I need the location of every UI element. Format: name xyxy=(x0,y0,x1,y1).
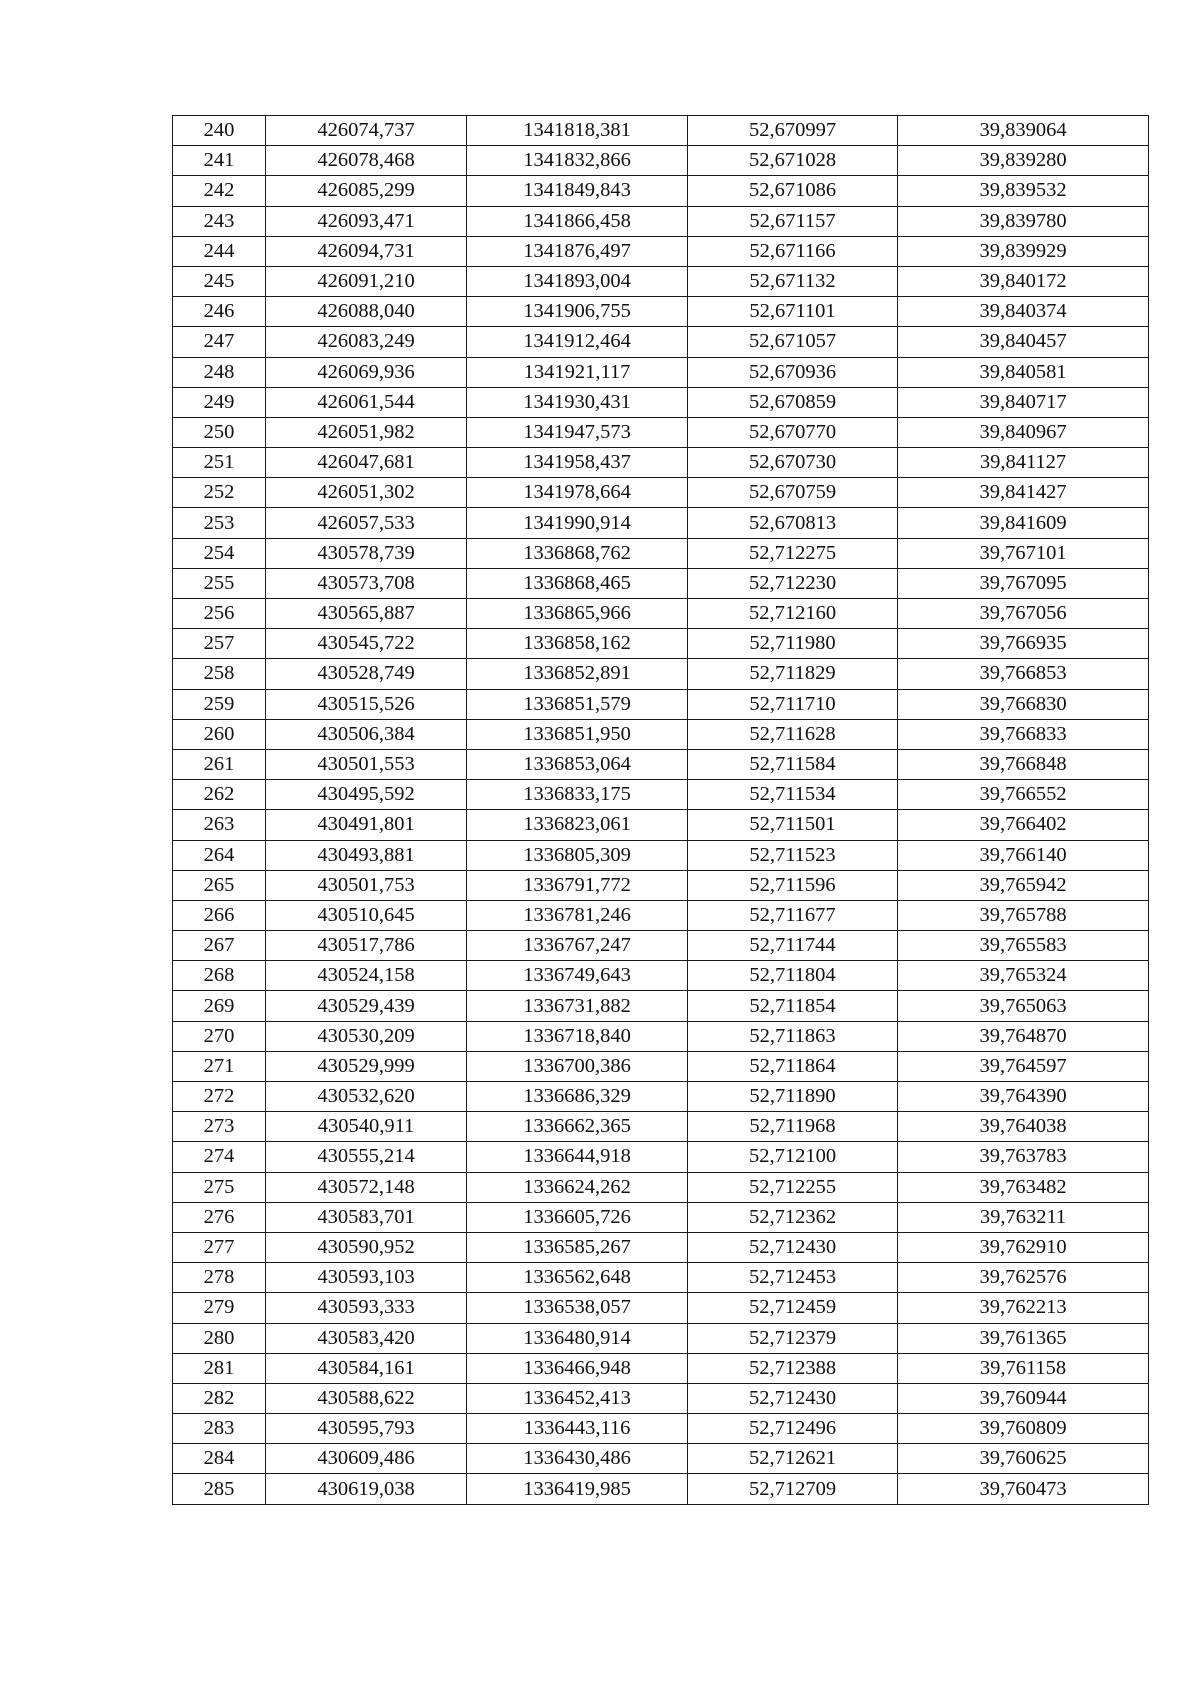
y-coordinate-cell: 1336868,465 xyxy=(467,568,688,598)
table-row xyxy=(173,206,1149,236)
latitude-cell: 52,712362 xyxy=(688,1202,898,1232)
latitude-cell: 52,711854 xyxy=(688,991,898,1021)
longitude-cell: 39,760944 xyxy=(898,1383,1149,1413)
latitude-cell: 52,712388 xyxy=(688,1353,898,1383)
latitude-cell: 52,712379 xyxy=(688,1323,898,1353)
latitude-cell: 52,712459 xyxy=(688,1293,898,1323)
latitude-cell: 52,670813 xyxy=(688,508,898,538)
x-coordinate-cell: 430565,887 xyxy=(266,599,467,629)
point-number-cell: 273 xyxy=(173,1112,266,1142)
table-row xyxy=(173,1232,1149,1262)
point-number-cell: 254 xyxy=(173,538,266,568)
table-row xyxy=(173,1293,1149,1323)
latitude-cell: 52,711596 xyxy=(688,870,898,900)
table-row xyxy=(173,508,1149,538)
x-coordinate-cell: 430609,486 xyxy=(266,1444,467,1474)
point-number-cell: 245 xyxy=(173,266,266,296)
x-coordinate-cell: 430517,786 xyxy=(266,931,467,961)
y-coordinate-cell: 1336662,365 xyxy=(467,1112,688,1142)
point-number-cell: 284 xyxy=(173,1444,266,1474)
table-row xyxy=(173,387,1149,417)
table-row xyxy=(173,780,1149,810)
x-coordinate-cell: 430540,911 xyxy=(266,1112,467,1142)
table-row xyxy=(173,840,1149,870)
y-coordinate-cell: 1336452,413 xyxy=(467,1383,688,1413)
coordinates-table-body xyxy=(173,116,1149,1505)
x-coordinate-cell: 430515,526 xyxy=(266,689,467,719)
y-coordinate-cell: 1336791,772 xyxy=(467,870,688,900)
y-coordinate-cell: 1336853,064 xyxy=(467,749,688,779)
x-coordinate-cell: 430583,701 xyxy=(266,1202,467,1232)
longitude-cell: 39,765583 xyxy=(898,931,1149,961)
longitude-cell: 39,765788 xyxy=(898,900,1149,930)
y-coordinate-cell: 1336858,162 xyxy=(467,629,688,659)
x-coordinate-cell: 430524,158 xyxy=(266,961,467,991)
point-number-cell: 272 xyxy=(173,1082,266,1112)
longitude-cell: 39,766833 xyxy=(898,719,1149,749)
longitude-cell: 39,763211 xyxy=(898,1202,1149,1232)
point-number-cell: 268 xyxy=(173,961,266,991)
point-number-cell: 247 xyxy=(173,327,266,357)
x-coordinate-cell: 426078,468 xyxy=(266,146,467,176)
longitude-cell: 39,765063 xyxy=(898,991,1149,1021)
table-row xyxy=(173,327,1149,357)
latitude-cell: 52,712430 xyxy=(688,1232,898,1262)
table-row xyxy=(173,568,1149,598)
latitude-cell: 52,670770 xyxy=(688,417,898,447)
table-row xyxy=(173,749,1149,779)
latitude-cell: 52,711804 xyxy=(688,961,898,991)
y-coordinate-cell: 1341958,437 xyxy=(467,448,688,478)
longitude-cell: 39,767056 xyxy=(898,599,1149,629)
longitude-cell: 39,841127 xyxy=(898,448,1149,478)
point-number-cell: 246 xyxy=(173,297,266,327)
x-coordinate-cell: 426088,040 xyxy=(266,297,467,327)
y-coordinate-cell: 1336852,891 xyxy=(467,659,688,689)
longitude-cell: 39,760625 xyxy=(898,1444,1149,1474)
longitude-cell: 39,766935 xyxy=(898,629,1149,659)
y-coordinate-cell: 1341947,573 xyxy=(467,417,688,447)
latitude-cell: 52,671057 xyxy=(688,327,898,357)
longitude-cell: 39,767101 xyxy=(898,538,1149,568)
latitude-cell: 52,711968 xyxy=(688,1112,898,1142)
table-row xyxy=(173,538,1149,568)
latitude-cell: 52,671166 xyxy=(688,236,898,266)
x-coordinate-cell: 430529,439 xyxy=(266,991,467,1021)
latitude-cell: 52,712255 xyxy=(688,1172,898,1202)
latitude-cell: 52,670759 xyxy=(688,478,898,508)
point-number-cell: 278 xyxy=(173,1263,266,1293)
latitude-cell: 52,711863 xyxy=(688,1021,898,1051)
x-coordinate-cell: 426085,299 xyxy=(266,176,467,206)
table-row xyxy=(173,1263,1149,1293)
latitude-cell: 52,712430 xyxy=(688,1383,898,1413)
table-row xyxy=(173,689,1149,719)
x-coordinate-cell: 426074,737 xyxy=(266,116,467,146)
x-coordinate-cell: 426094,731 xyxy=(266,236,467,266)
table-row xyxy=(173,1021,1149,1051)
y-coordinate-cell: 1341930,431 xyxy=(467,387,688,417)
longitude-cell: 39,762576 xyxy=(898,1263,1149,1293)
latitude-cell: 52,670936 xyxy=(688,357,898,387)
table-row xyxy=(173,478,1149,508)
longitude-cell: 39,764038 xyxy=(898,1112,1149,1142)
y-coordinate-cell: 1336466,948 xyxy=(467,1353,688,1383)
table-row xyxy=(173,810,1149,840)
x-coordinate-cell: 430572,148 xyxy=(266,1172,467,1202)
y-coordinate-cell: 1336868,762 xyxy=(467,538,688,568)
longitude-cell: 39,766140 xyxy=(898,840,1149,870)
y-coordinate-cell: 1336624,262 xyxy=(467,1172,688,1202)
longitude-cell: 39,766853 xyxy=(898,659,1149,689)
x-coordinate-cell: 430588,622 xyxy=(266,1383,467,1413)
point-number-cell: 257 xyxy=(173,629,266,659)
x-coordinate-cell: 430493,881 xyxy=(266,840,467,870)
latitude-cell: 52,711864 xyxy=(688,1051,898,1081)
point-number-cell: 252 xyxy=(173,478,266,508)
table-row xyxy=(173,1142,1149,1172)
latitude-cell: 52,712453 xyxy=(688,1263,898,1293)
latitude-cell: 52,711744 xyxy=(688,931,898,961)
latitude-cell: 52,711677 xyxy=(688,900,898,930)
table-row xyxy=(173,1112,1149,1142)
x-coordinate-cell: 430578,739 xyxy=(266,538,467,568)
longitude-cell: 39,760809 xyxy=(898,1414,1149,1444)
point-number-cell: 256 xyxy=(173,599,266,629)
point-number-cell: 279 xyxy=(173,1293,266,1323)
x-coordinate-cell: 430501,553 xyxy=(266,749,467,779)
point-number-cell: 255 xyxy=(173,568,266,598)
point-number-cell: 280 xyxy=(173,1323,266,1353)
table-row xyxy=(173,236,1149,266)
y-coordinate-cell: 1336443,116 xyxy=(467,1414,688,1444)
x-coordinate-cell: 430593,103 xyxy=(266,1263,467,1293)
point-number-cell: 241 xyxy=(173,146,266,176)
table-row xyxy=(173,931,1149,961)
point-number-cell: 274 xyxy=(173,1142,266,1172)
table-row xyxy=(173,146,1149,176)
point-number-cell: 269 xyxy=(173,991,266,1021)
x-coordinate-cell: 426057,533 xyxy=(266,508,467,538)
longitude-cell: 39,840717 xyxy=(898,387,1149,417)
x-coordinate-cell: 430528,749 xyxy=(266,659,467,689)
table-row xyxy=(173,1082,1149,1112)
longitude-cell: 39,763482 xyxy=(898,1172,1149,1202)
latitude-cell: 52,711584 xyxy=(688,749,898,779)
y-coordinate-cell: 1341906,755 xyxy=(467,297,688,327)
longitude-cell: 39,840374 xyxy=(898,297,1149,327)
y-coordinate-cell: 1341832,866 xyxy=(467,146,688,176)
longitude-cell: 39,766402 xyxy=(898,810,1149,840)
point-number-cell: 263 xyxy=(173,810,266,840)
x-coordinate-cell: 430584,161 xyxy=(266,1353,467,1383)
latitude-cell: 52,712709 xyxy=(688,1474,898,1504)
longitude-cell: 39,761158 xyxy=(898,1353,1149,1383)
latitude-cell: 52,670859 xyxy=(688,387,898,417)
longitude-cell: 39,839929 xyxy=(898,236,1149,266)
x-coordinate-cell: 426069,936 xyxy=(266,357,467,387)
latitude-cell: 52,711710 xyxy=(688,689,898,719)
y-coordinate-cell: 1336833,175 xyxy=(467,780,688,810)
table-row xyxy=(173,870,1149,900)
x-coordinate-cell: 426047,681 xyxy=(266,448,467,478)
point-number-cell: 270 xyxy=(173,1021,266,1051)
x-coordinate-cell: 430530,209 xyxy=(266,1021,467,1051)
point-number-cell: 266 xyxy=(173,900,266,930)
table-row xyxy=(173,116,1149,146)
y-coordinate-cell: 1341912,464 xyxy=(467,327,688,357)
y-coordinate-cell: 1336718,840 xyxy=(467,1021,688,1051)
longitude-cell: 39,839280 xyxy=(898,146,1149,176)
y-coordinate-cell: 1336562,648 xyxy=(467,1263,688,1293)
point-number-cell: 259 xyxy=(173,689,266,719)
x-coordinate-cell: 430510,645 xyxy=(266,900,467,930)
point-number-cell: 271 xyxy=(173,1051,266,1081)
longitude-cell: 39,766830 xyxy=(898,689,1149,719)
y-coordinate-cell: 1341893,004 xyxy=(467,266,688,296)
longitude-cell: 39,840172 xyxy=(898,266,1149,296)
longitude-cell: 39,840457 xyxy=(898,327,1149,357)
y-coordinate-cell: 1336585,267 xyxy=(467,1232,688,1262)
table-row xyxy=(173,417,1149,447)
y-coordinate-cell: 1341978,664 xyxy=(467,478,688,508)
point-number-cell: 249 xyxy=(173,387,266,417)
x-coordinate-cell: 430491,801 xyxy=(266,810,467,840)
x-coordinate-cell: 426051,302 xyxy=(266,478,467,508)
x-coordinate-cell: 426051,982 xyxy=(266,417,467,447)
point-number-cell: 253 xyxy=(173,508,266,538)
table-row xyxy=(173,1051,1149,1081)
y-coordinate-cell: 1336644,918 xyxy=(467,1142,688,1172)
latitude-cell: 52,711829 xyxy=(688,659,898,689)
point-number-cell: 283 xyxy=(173,1414,266,1444)
x-coordinate-cell: 426083,249 xyxy=(266,327,467,357)
point-number-cell: 276 xyxy=(173,1202,266,1232)
x-coordinate-cell: 430529,999 xyxy=(266,1051,467,1081)
point-number-cell: 260 xyxy=(173,719,266,749)
latitude-cell: 52,670997 xyxy=(688,116,898,146)
point-number-cell: 275 xyxy=(173,1172,266,1202)
x-coordinate-cell: 430545,722 xyxy=(266,629,467,659)
table-row xyxy=(173,719,1149,749)
latitude-cell: 52,712230 xyxy=(688,568,898,598)
longitude-cell: 39,767095 xyxy=(898,568,1149,598)
table-row xyxy=(173,991,1149,1021)
x-coordinate-cell: 430583,420 xyxy=(266,1323,467,1353)
table-row xyxy=(173,900,1149,930)
latitude-cell: 52,671157 xyxy=(688,206,898,236)
table-row xyxy=(173,1172,1149,1202)
latitude-cell: 52,711534 xyxy=(688,780,898,810)
point-number-cell: 262 xyxy=(173,780,266,810)
x-coordinate-cell: 430555,214 xyxy=(266,1142,467,1172)
point-number-cell: 250 xyxy=(173,417,266,447)
longitude-cell: 39,764597 xyxy=(898,1051,1149,1081)
x-coordinate-cell: 430495,592 xyxy=(266,780,467,810)
point-number-cell: 281 xyxy=(173,1353,266,1383)
table-row xyxy=(173,266,1149,296)
latitude-cell: 52,712100 xyxy=(688,1142,898,1172)
point-number-cell: 243 xyxy=(173,206,266,236)
point-number-cell: 285 xyxy=(173,1474,266,1504)
latitude-cell: 52,712496 xyxy=(688,1414,898,1444)
table-row xyxy=(173,1323,1149,1353)
y-coordinate-cell: 1341990,914 xyxy=(467,508,688,538)
latitude-cell: 52,671101 xyxy=(688,297,898,327)
point-number-cell: 267 xyxy=(173,931,266,961)
y-coordinate-cell: 1336781,246 xyxy=(467,900,688,930)
latitude-cell: 52,712160 xyxy=(688,599,898,629)
y-coordinate-cell: 1336731,882 xyxy=(467,991,688,1021)
table-row xyxy=(173,1474,1149,1504)
table-row xyxy=(173,1444,1149,1474)
x-coordinate-cell: 426061,544 xyxy=(266,387,467,417)
longitude-cell: 39,761365 xyxy=(898,1323,1149,1353)
point-number-cell: 251 xyxy=(173,448,266,478)
y-coordinate-cell: 1336686,329 xyxy=(467,1082,688,1112)
table-row xyxy=(173,659,1149,689)
y-coordinate-cell: 1336700,386 xyxy=(467,1051,688,1081)
x-coordinate-cell: 430593,333 xyxy=(266,1293,467,1323)
longitude-cell: 39,840581 xyxy=(898,357,1149,387)
table-row xyxy=(173,1202,1149,1232)
point-number-cell: 261 xyxy=(173,749,266,779)
longitude-cell: 39,760473 xyxy=(898,1474,1149,1504)
longitude-cell: 39,765324 xyxy=(898,961,1149,991)
x-coordinate-cell: 430501,753 xyxy=(266,870,467,900)
table-row xyxy=(173,629,1149,659)
table-row xyxy=(173,1353,1149,1383)
longitude-cell: 39,763783 xyxy=(898,1142,1149,1172)
y-coordinate-cell: 1336749,643 xyxy=(467,961,688,991)
table-row xyxy=(173,176,1149,206)
y-coordinate-cell: 1336823,061 xyxy=(467,810,688,840)
longitude-cell: 39,841609 xyxy=(898,508,1149,538)
point-number-cell: 282 xyxy=(173,1383,266,1413)
latitude-cell: 52,711980 xyxy=(688,629,898,659)
y-coordinate-cell: 1341921,117 xyxy=(467,357,688,387)
latitude-cell: 52,711523 xyxy=(688,840,898,870)
x-coordinate-cell: 426091,210 xyxy=(266,266,467,296)
point-number-cell: 265 xyxy=(173,870,266,900)
y-coordinate-cell: 1336538,057 xyxy=(467,1293,688,1323)
y-coordinate-cell: 1336865,966 xyxy=(467,599,688,629)
latitude-cell: 52,670730 xyxy=(688,448,898,478)
longitude-cell: 39,765942 xyxy=(898,870,1149,900)
y-coordinate-cell: 1336767,247 xyxy=(467,931,688,961)
latitude-cell: 52,711890 xyxy=(688,1082,898,1112)
point-number-cell: 264 xyxy=(173,840,266,870)
longitude-cell: 39,839532 xyxy=(898,176,1149,206)
y-coordinate-cell: 1341849,843 xyxy=(467,176,688,206)
table-row xyxy=(173,448,1149,478)
y-coordinate-cell: 1336605,726 xyxy=(467,1202,688,1232)
x-coordinate-cell: 430595,793 xyxy=(266,1414,467,1444)
y-coordinate-cell: 1336805,309 xyxy=(467,840,688,870)
x-coordinate-cell: 430506,384 xyxy=(266,719,467,749)
longitude-cell: 39,766552 xyxy=(898,780,1149,810)
latitude-cell: 52,712621 xyxy=(688,1444,898,1474)
point-number-cell: 258 xyxy=(173,659,266,689)
latitude-cell: 52,671132 xyxy=(688,266,898,296)
longitude-cell: 39,840967 xyxy=(898,417,1149,447)
y-coordinate-cell: 1336480,914 xyxy=(467,1323,688,1353)
latitude-cell: 52,671028 xyxy=(688,146,898,176)
longitude-cell: 39,764870 xyxy=(898,1021,1149,1051)
table-row xyxy=(173,1383,1149,1413)
y-coordinate-cell: 1336430,486 xyxy=(467,1444,688,1474)
table-row xyxy=(173,1414,1149,1444)
y-coordinate-cell: 1336851,579 xyxy=(467,689,688,719)
x-coordinate-cell: 430532,620 xyxy=(266,1082,467,1112)
point-number-cell: 242 xyxy=(173,176,266,206)
x-coordinate-cell: 426093,471 xyxy=(266,206,467,236)
y-coordinate-cell: 1336851,950 xyxy=(467,719,688,749)
longitude-cell: 39,839064 xyxy=(898,116,1149,146)
y-coordinate-cell: 1341818,381 xyxy=(467,116,688,146)
x-coordinate-cell: 430619,038 xyxy=(266,1474,467,1504)
longitude-cell: 39,762910 xyxy=(898,1232,1149,1262)
latitude-cell: 52,671086 xyxy=(688,176,898,206)
latitude-cell: 52,711628 xyxy=(688,719,898,749)
table-row xyxy=(173,961,1149,991)
table-row xyxy=(173,297,1149,327)
x-coordinate-cell: 430590,952 xyxy=(266,1232,467,1262)
table-row xyxy=(173,599,1149,629)
y-coordinate-cell: 1336419,985 xyxy=(467,1474,688,1504)
longitude-cell: 39,764390 xyxy=(898,1082,1149,1112)
coordinates-table xyxy=(172,115,1149,1505)
latitude-cell: 52,712275 xyxy=(688,538,898,568)
longitude-cell: 39,839780 xyxy=(898,206,1149,236)
x-coordinate-cell: 430573,708 xyxy=(266,568,467,598)
y-coordinate-cell: 1341866,458 xyxy=(467,206,688,236)
table-row xyxy=(173,357,1149,387)
latitude-cell: 52,711501 xyxy=(688,810,898,840)
point-number-cell: 240 xyxy=(173,116,266,146)
point-number-cell: 244 xyxy=(173,236,266,266)
longitude-cell: 39,841427 xyxy=(898,478,1149,508)
longitude-cell: 39,766848 xyxy=(898,749,1149,779)
point-number-cell: 277 xyxy=(173,1232,266,1262)
point-number-cell: 248 xyxy=(173,357,266,387)
y-coordinate-cell: 1341876,497 xyxy=(467,236,688,266)
longitude-cell: 39,762213 xyxy=(898,1293,1149,1323)
